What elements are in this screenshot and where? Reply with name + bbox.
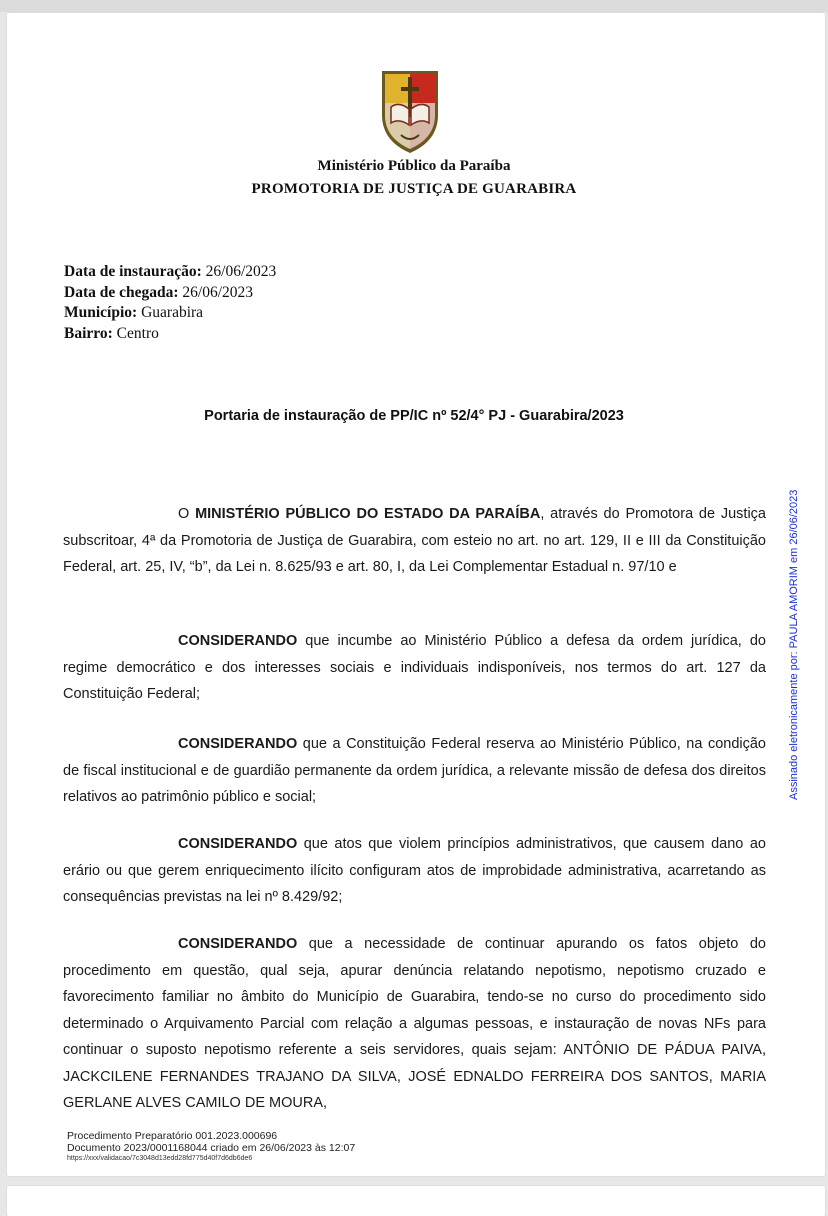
viewer-top-bar bbox=[0, 0, 828, 12]
footer-document: Documento 2023/0001168044 criado em 26/06/2023 às 12:07 bbox=[67, 1142, 356, 1154]
case-metadata bbox=[64, 262, 276, 344]
footer-validation-url: https://xxx/validacao/7c3048d13edd28fd775d40f7d6db6de6 bbox=[67, 1155, 253, 1162]
meta-row bbox=[64, 324, 276, 345]
ministerio-publico-seal bbox=[379, 63, 441, 155]
footer-procedure: Procedimento Preparatório 001.2023.000696 bbox=[67, 1130, 278, 1142]
meta-label: Município: bbox=[64, 304, 138, 321]
electronic-signature-note: Assinado eletronicamente por: PAULA AMORIM em 26/06/2023 bbox=[788, 489, 800, 800]
meta-label: Bairro: bbox=[64, 324, 113, 342]
meta-row bbox=[64, 283, 276, 304]
body-paragraph: CONSIDERANDO que a Constituição Federal reserva ao Ministério Público, na condição de fiscal institucional e de guardião permanente da ordem jurídica, a relevante missão de defesa dos direitos relativos ao patrimônio público e social; bbox=[63, 736, 766, 805]
next-document-page bbox=[7, 1186, 825, 1216]
meta-value: 26/06/2023 bbox=[178, 283, 254, 301]
body-paragraph: CONSIDERANDO que a necessidade de continuar apurando os fatos objeto do procedimento em questão, qual seja, apurar denúncia relatando nepotismo, nepotismo cruzado e favorecimento familiar no âmbito do Município de Guarabira, tendo-se no curso do procedimento sido determinado o Arquivamento Parcial com relação a algumas pessoas, e instauração de novas NFs para continuar o suposto nepotismo referente a seis servidores, quais sejam: ANTÔNIO DE PÁDUA PAIVA, JACKCILENE FERNANDES TRAJANO DA SILVA, JOSÉ EDNALDO FERREIRA DOS SANTOS, MARIA GERLANE ALVES CAMILO DE MOURA, bbox=[63, 936, 766, 1111]
document-footer bbox=[67, 1130, 355, 1163]
meta-row bbox=[64, 262, 276, 283]
institution-name: Ministério Público da Paraíba bbox=[317, 158, 511, 174]
office-name: PROMOTORIA DE JUSTIÇA DE GUARABIRA bbox=[251, 181, 577, 197]
meta-value: Centro bbox=[112, 324, 159, 342]
portaria-title: Portaria de instauração de PP/IC nº 52/4° PJ - Guarabira/2023 bbox=[204, 408, 624, 424]
body-paragraph: CONSIDERANDO que atos que violem princípios administrativos, que causem dano ao erário ou que gerem enriquecimento ilícito configuram atos de improbidade administrativa, acarretando as consequências previstas na lei nº 8.429/92; bbox=[63, 836, 766, 905]
meta-value: Guarabira bbox=[137, 304, 204, 321]
meta-value: 26/06/2023 bbox=[201, 263, 277, 280]
meta-label: Data de chegada: bbox=[64, 283, 179, 301]
meta-row bbox=[64, 303, 276, 324]
body-paragraph: CONSIDERANDO que incumbe ao Ministério Público a defesa da ordem jurídica, do regime democrático e dos interesses sociais e individuais indisponíveis, nos termos do art. 127 da Constituição Federal; bbox=[63, 633, 766, 702]
meta-label: Data de instauração: bbox=[64, 263, 202, 280]
body-paragraph: O MINISTÉRIO PÚBLICO DO ESTADO DA PARAÍBA, através do Promotora de Justiça subscritoar, 4ª da Promotoria de Justiça de Guarabira, com esteio no art. no art. 129, II e III da Constituição Federal, art. 25, IV, “b”, da Lei n. 8.625/93 e art. 80, I, da Lei Complementar Estadual n. 97/10 e bbox=[63, 506, 766, 575]
